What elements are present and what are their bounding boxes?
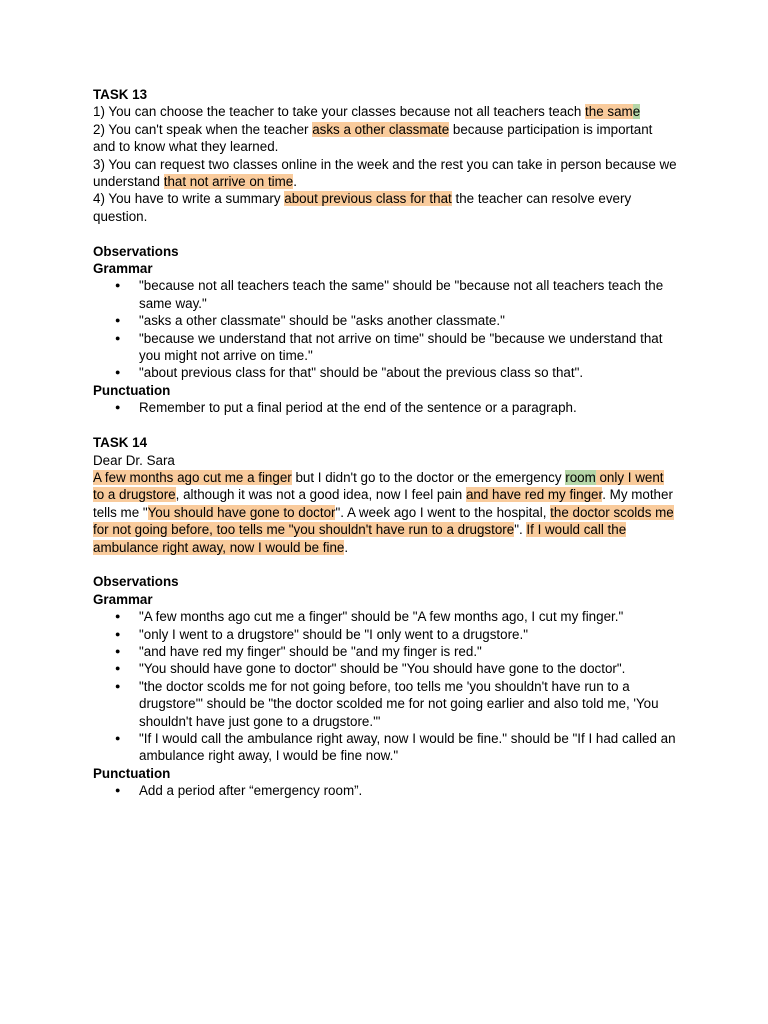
letter-text: ". A week ago I went to the hospital,	[335, 504, 551, 520]
task13-grammar-heading: Grammar	[93, 261, 153, 277]
list-item: ● Remember to put a final period at the end of the sentence or a paragraph.	[93, 399, 678, 416]
letter-text: .	[344, 539, 349, 555]
list-item: ● "because not all teachers teach the same" should be "because not all teachers teach the same way."	[93, 277, 678, 312]
task14-salutation: Dear Dr. Sara	[93, 452, 175, 468]
letter-text: . My mother tells me "	[93, 487, 673, 520]
letter-text: but I didn't go to the doctor or the emergency	[291, 469, 566, 485]
highlight-orange: about previous class for that	[284, 191, 452, 207]
task14-punctuation-list	[93, 782, 678, 799]
task14-grammar-heading: Grammar	[93, 591, 153, 607]
task13-title: TASK 13	[93, 87, 148, 102]
task13-item-4-rest: the teacher can resolve every question.	[93, 191, 632, 224]
task13-item-4	[93, 190, 678, 225]
task13-observations-heading: Observations	[93, 243, 179, 259]
spacer	[93, 417, 678, 434]
list-item: ● "If I would call the ambulance right away, now I would be fine." should be "If I had called an ambulance right away, I would be fine now."	[93, 730, 678, 765]
document-page	[93, 86, 678, 800]
task14-grammar-list	[93, 608, 678, 765]
highlight-orange: You should have gone to doctor	[147, 504, 336, 520]
letter-text: , although it was not a good idea, now I feel pain	[175, 487, 466, 503]
list-item: ● "and have red my finger" should be "and my finger is red."	[93, 643, 678, 660]
task13-item-1-text: 1) You can choose the teacher to take your classes because not all teachers teach	[93, 104, 586, 120]
list-item: ● "asks a other classmate" should be "asks another classmate."	[93, 312, 678, 329]
task13-punctuation-heading: Punctuation	[93, 382, 171, 398]
task14-title: TASK 14	[93, 435, 148, 451]
list-item: ● "the doctor scolds me for not going before, too tells me 'you shouldn't have run to a drugstore'" should be "the doctor scolded me for not going earlier and also told me, 'You shouldn't have just gone to a drugstore.'"	[93, 678, 678, 730]
spacer	[93, 225, 678, 242]
task13-item-1	[93, 103, 678, 120]
highlight-orange: the sam	[585, 104, 633, 120]
task13-item-3-text: 3) You can request two classes online in the week and the rest you can take in person because we understand	[93, 156, 677, 190]
highlight-orange: the doctor scolds me for not going before, too tells me "you shouldn't have run to a drugstore	[93, 504, 674, 538]
task13-item-3	[93, 156, 678, 191]
highlight-orange: only I went to a drugstore	[93, 469, 664, 503]
list-item: ● Add a period after “emergency room”.	[93, 782, 678, 799]
task13-item-3-rest: .	[293, 174, 297, 190]
highlight-orange: that not arrive on time	[163, 174, 294, 190]
letter-text: ".	[514, 522, 527, 538]
task14-letter	[93, 469, 678, 556]
list-item: ● "about previous class for that" should be "about the previous class so that".	[93, 364, 678, 381]
task13-item-2	[93, 121, 678, 156]
list-item: ● "only I went to a drugstore" should be "I only went to a drugstore."	[93, 626, 678, 643]
task14-observations-heading: Observations	[93, 574, 179, 590]
highlight-orange: If I would call the ambulance right away, now I would be fine	[93, 522, 627, 555]
list-item: ● "You should have gone to doctor" should be "You should have gone to the doctor".	[93, 660, 678, 677]
list-item: ● "because we understand that not arrive on time" should be "because we understand that you might not arrive on time."	[93, 330, 678, 365]
highlight-green: e	[632, 104, 641, 120]
list-item: ● "A few months ago cut me a finger" should be "A few months ago, I cut my finger."	[93, 608, 678, 625]
highlight-orange: and have red my finger	[465, 487, 603, 503]
highlight-orange: A few months ago cut me a finger	[93, 469, 292, 485]
highlight-green: room	[565, 469, 596, 485]
task13-item-2-text: 2) You can't speak when the teacher	[93, 121, 313, 137]
task13-item-4-text: 4) You have to write a summary	[93, 191, 285, 207]
task13-grammar-list	[93, 277, 678, 381]
highlight-orange: asks a other classmate	[312, 121, 450, 137]
task13-punctuation-list	[93, 399, 678, 416]
spacer	[93, 556, 678, 573]
task14-punctuation-heading: Punctuation	[93, 765, 171, 781]
task13-item-2-rest: because participation is important and to know what they learned.	[93, 121, 653, 155]
